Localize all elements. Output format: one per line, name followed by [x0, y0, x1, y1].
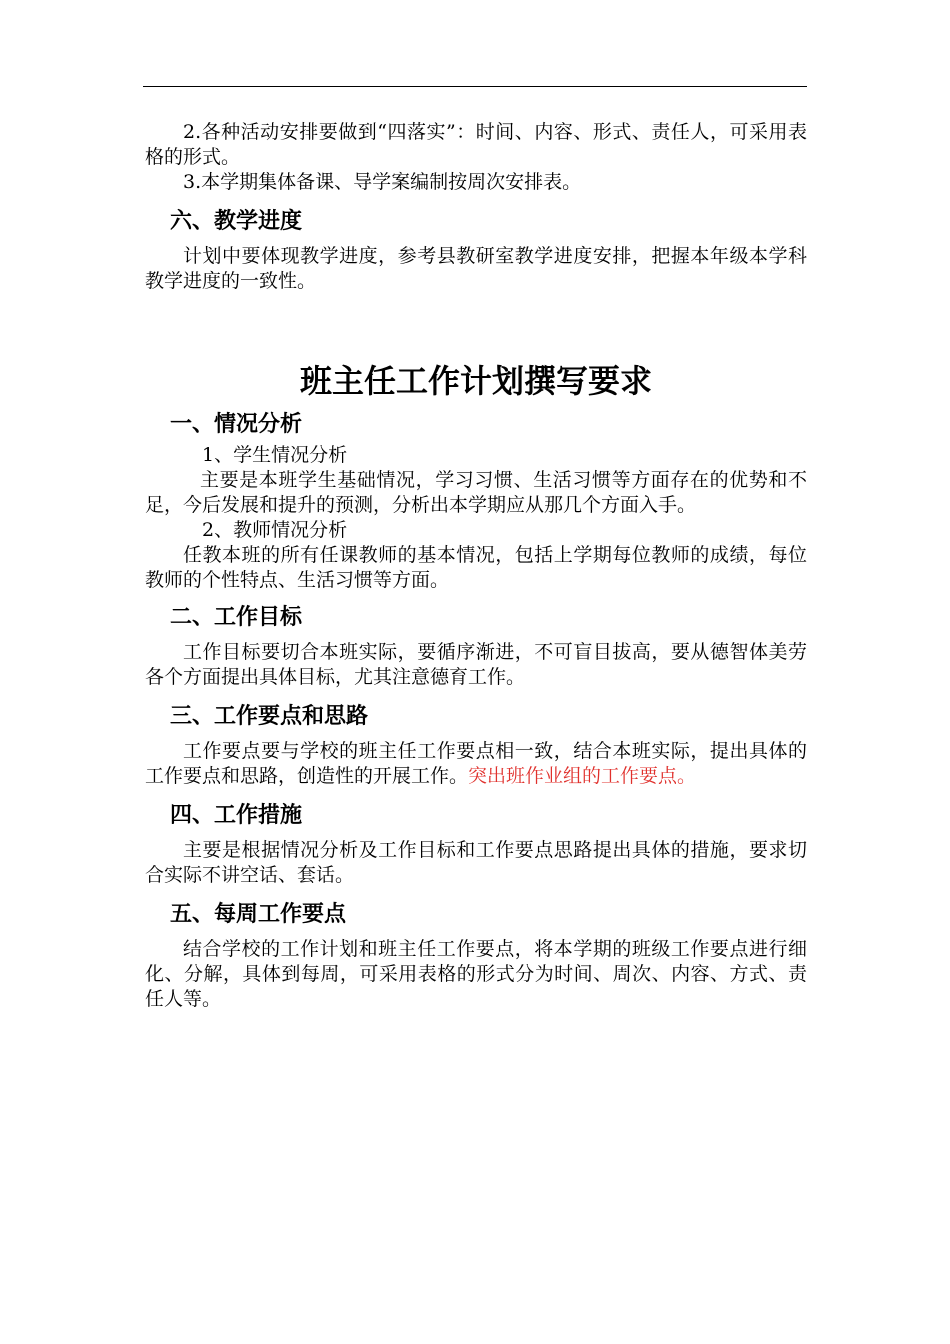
work-points-body — [145, 739, 807, 789]
work-points-text: 工作要点要与学校的班主任工作要点相一致，结合本班实际，提出具体的工作要点和思路，创造性的开展工作。 — [145, 740, 807, 787]
teacher-analysis-body: 任教本班的所有任课教师的基本情况，包括上学期每位教师的成绩，每位教师的个性特点、生活习惯等方面。 — [145, 544, 807, 591]
work-measures-body: 主要是根据情况分析及工作目标和工作要点思路提出具体的措施，要求切合实际不讲空话、套话。 — [145, 839, 807, 886]
heading-situation-analysis: 一、情况分析 — [170, 412, 303, 437]
heading-work-measures: 四、工作措施 — [170, 803, 303, 828]
teaching-progress-body: 计划中要体现教学进度，参考县教研室教学进度安排，把握本年级本学科教学进度的一致性。 — [145, 245, 807, 292]
item-3: 3.本学期集体备课、导学案编制按周次安排表。 — [183, 171, 582, 193]
header-rule — [143, 86, 807, 87]
document-body — [145, 120, 807, 1012]
work-goals-body: 工作目标要切合本班实际，要循序渐进，不可盲目拔高，要从德智体美劳各个方面提出具体目标，尤其注意德育工作。 — [145, 641, 807, 688]
teacher-analysis-label: 2、教师情况分析 — [202, 519, 348, 541]
heading-work-points: 三、工作要点和思路 — [170, 704, 369, 729]
student-analysis-body: 主要是本班学生基础情况，学习习惯、生活习惯等方面存在的优势和不足，今后发展和提升的预测，分析出本学期应从那几个方面入手。 — [145, 469, 807, 516]
student-analysis-label: 1、学生情况分析 — [202, 444, 348, 466]
weekly-points-body: 结合学校的工作计划和班主任工作要点，将本学期的班级工作要点进行细化、分解，具体到每周，可采用表格的形式分为时间、周次、内容、方式、责任人等。 — [145, 938, 807, 1010]
page-title: 班主任工作计划撰写要求 — [299, 362, 652, 400]
work-points-highlight: 突出班作业组的工作要点。 — [468, 765, 697, 787]
heading-work-goals: 二、工作目标 — [170, 605, 303, 630]
heading-weekly-points: 五、每周工作要点 — [170, 902, 347, 927]
item-2: 2.各种活动安排要做到“四落实”：时间、内容、形式、责任人，可采用表格的形式。 — [145, 121, 807, 168]
heading-teaching-progress: 六、教学进度 — [170, 209, 303, 234]
